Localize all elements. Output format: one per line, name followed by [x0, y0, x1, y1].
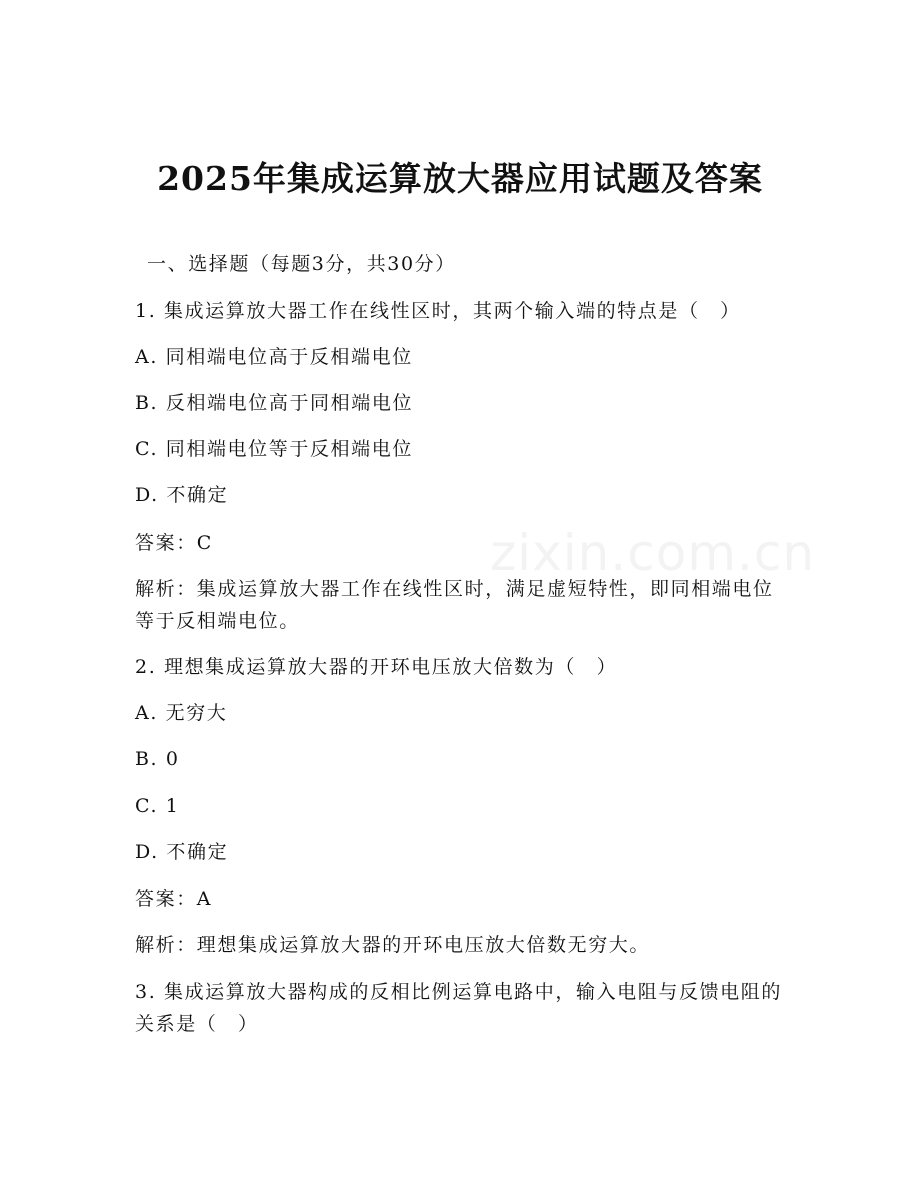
question-1-option-c: C. 同相端电位等于反相端电位: [135, 438, 413, 460]
question-1-option-d: D. 不确定: [135, 484, 229, 506]
question-1-analysis: 解析：集成运算放大器工作在线性区时，满足虚短特性，即同相端电位等于反相端电位。: [135, 578, 774, 632]
question-2-stem: 2. 理想集成运算放大器的开环电压放大倍数为（ ）: [135, 656, 618, 678]
watermark: zixin.com.cn: [490, 524, 816, 582]
question-2-option-c: C. 1: [135, 795, 180, 817]
question-1-stem: 1. 集成运算放大器工作在线性区时，其两个输入端的特点是（ ）: [135, 300, 741, 322]
question-3-stem: 3. 集成运算放大器构成的反相比例运算电路中，输入电阻与反馈电阻的关系是（ ）: [135, 981, 782, 1035]
question-1-option-b: B. 反相端电位高于同相端电位: [135, 392, 414, 414]
document-title: 2025年集成运算放大器应用试题及答案: [157, 159, 763, 198]
question-2-option-b: B. 0: [135, 748, 180, 770]
question-2-answer: 答案：A: [135, 888, 213, 910]
question-1-answer: 答案：C: [135, 532, 213, 554]
question-1-option-a: A. 同相端电位高于反相端电位: [135, 346, 413, 368]
question-2-analysis: 解析：理想集成运算放大器的开环电压放大倍数无穷大。: [135, 934, 651, 956]
question-2-option-d: D. 不确定: [135, 841, 229, 863]
section-heading: 一、选择题（每题3分，共30分）: [147, 253, 456, 275]
question-2-option-a: A. 无穷大: [135, 702, 228, 724]
